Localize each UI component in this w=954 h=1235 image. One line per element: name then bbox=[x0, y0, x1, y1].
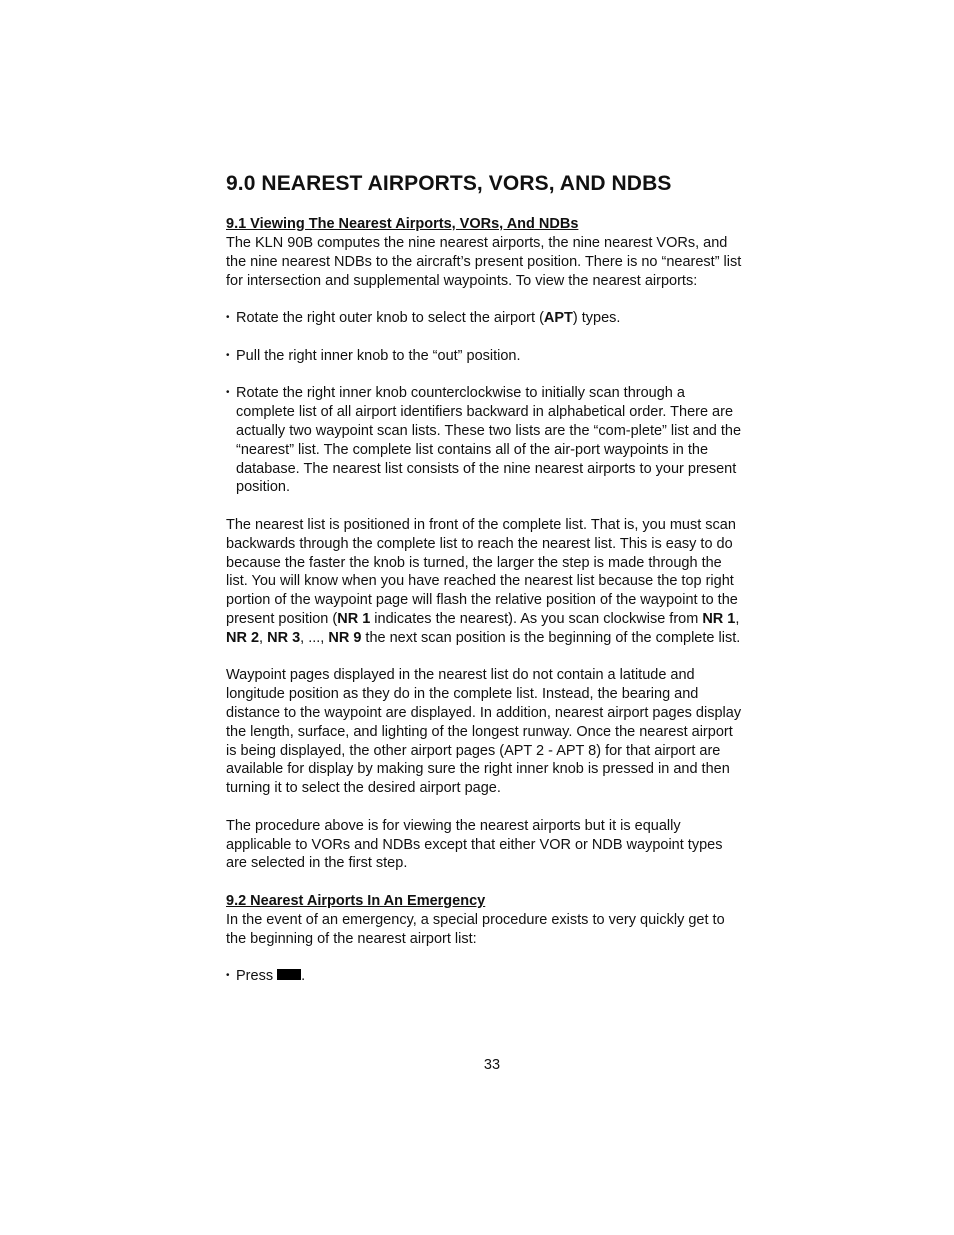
paragraph-part: The nearest list is positioned in front of the complete list. That is, you must scan backwards through the complete list to reach the nearest list. This is easy to do because the faster the knob is turned, the larger the step is made through the list. You will know when you have reached the nearest list because the top right portion of the waypoint page will flash the relative position of the waypoint to the present position ( bbox=[226, 516, 738, 627]
bold-nr3: NR 3 bbox=[267, 629, 301, 646]
bullet-text bbox=[236, 309, 746, 328]
bullet-dot: • bbox=[226, 312, 230, 324]
page-number: 33 bbox=[483, 1057, 501, 1073]
bullet-rotate-inner-knob bbox=[226, 384, 746, 497]
paragraph-nearest-list-position bbox=[226, 516, 746, 648]
bullet-text-part: Press bbox=[236, 968, 274, 985]
bullet-text-part: Rotate the right outer knob to select the airport ( bbox=[236, 310, 544, 327]
paragraph-part: the next scan position is the beginning of the complete list. bbox=[361, 629, 741, 646]
bullet-dot: • bbox=[226, 387, 230, 399]
paragraph-part: indicates the nearest). As you scan clockwise from bbox=[370, 610, 703, 627]
paragraph-procedure-applicable: The procedure above is for viewing the nearest airports but it is equally applicable to VORs and NDBs except that either VOR or NDB waypoint types are selected in the first step. bbox=[226, 817, 723, 872]
chapter-heading: 9.0 NEAREST AIRPORTS, VORS, AND NDBS bbox=[226, 172, 672, 195]
bullet-text-part: ) types. bbox=[572, 310, 621, 327]
paragraph-part: , bbox=[735, 610, 740, 627]
section-9-1-intro: The KLN 90B computes the nine nearest airports, the nine nearest VORs, and the nine nearest NDBs to the aircraft’s present position. There is no “nearest” list for intersection and supplemental waypoints. To view the nearest airports: bbox=[226, 235, 742, 289]
bold-nr9: NR 9 bbox=[328, 629, 362, 646]
section-9-2-title: 9.2 Nearest Airports In An Emergency bbox=[226, 892, 486, 909]
bullet-text-part: . bbox=[301, 968, 306, 985]
document-page bbox=[226, 169, 746, 1005]
bullet-pull-inner-knob bbox=[226, 347, 746, 366]
bullet-text bbox=[236, 967, 746, 986]
nearest-key-icon bbox=[277, 969, 301, 980]
bullet-press-key bbox=[226, 967, 746, 986]
section-9-2-intro: In the event of an emergency, a special procedure exists to very quickly get to the beginning of the nearest airport list: bbox=[226, 911, 725, 947]
bullet-text: Pull the right inner knob to the “out” position. bbox=[236, 347, 521, 364]
section-9-1-title: 9.1 Viewing The Nearest Airports, VORs, And NDBs bbox=[226, 216, 579, 232]
bullet-rotate-outer-knob bbox=[226, 309, 746, 328]
bold-nr2: NR 2 bbox=[226, 629, 260, 646]
bold-nr1: NR 1 bbox=[702, 610, 736, 627]
bold-nr1: NR 1 bbox=[337, 610, 371, 627]
bullet-dot: • bbox=[226, 970, 230, 982]
paragraph-part: , bbox=[259, 629, 268, 646]
paragraph-waypoint-pages: Waypoint pages displayed in the nearest list do not contain a latitude and longitude position as they do in the complete list. Instead, the bearing and distance to the waypoint are displayed. In addition, nearest airport pages display the length, surface, and lighting of the longest runway. Once the nearest airport is being displayed, the other airport pages (APT 2 - APT 8) for that airport are available for display by making sure the right inner knob is pressed in and then turning it to select the desired airport page. bbox=[226, 667, 742, 797]
bullet-dot: • bbox=[226, 349, 230, 361]
bullet-text: Rotate the right inner knob counterclockwise to initially scan through a complete list of all airport identifiers backward in alphabetical order. There are actually two waypoint scan lists. These two lists are the “com-plete” list and the “nearest” list. The complete list contains all of the air-port waypoints in the database. The nearest list consists of the nine nearest airports to your present position. bbox=[236, 385, 742, 496]
paragraph-part: , ..., bbox=[300, 629, 329, 646]
bold-apt: APT bbox=[543, 310, 573, 327]
